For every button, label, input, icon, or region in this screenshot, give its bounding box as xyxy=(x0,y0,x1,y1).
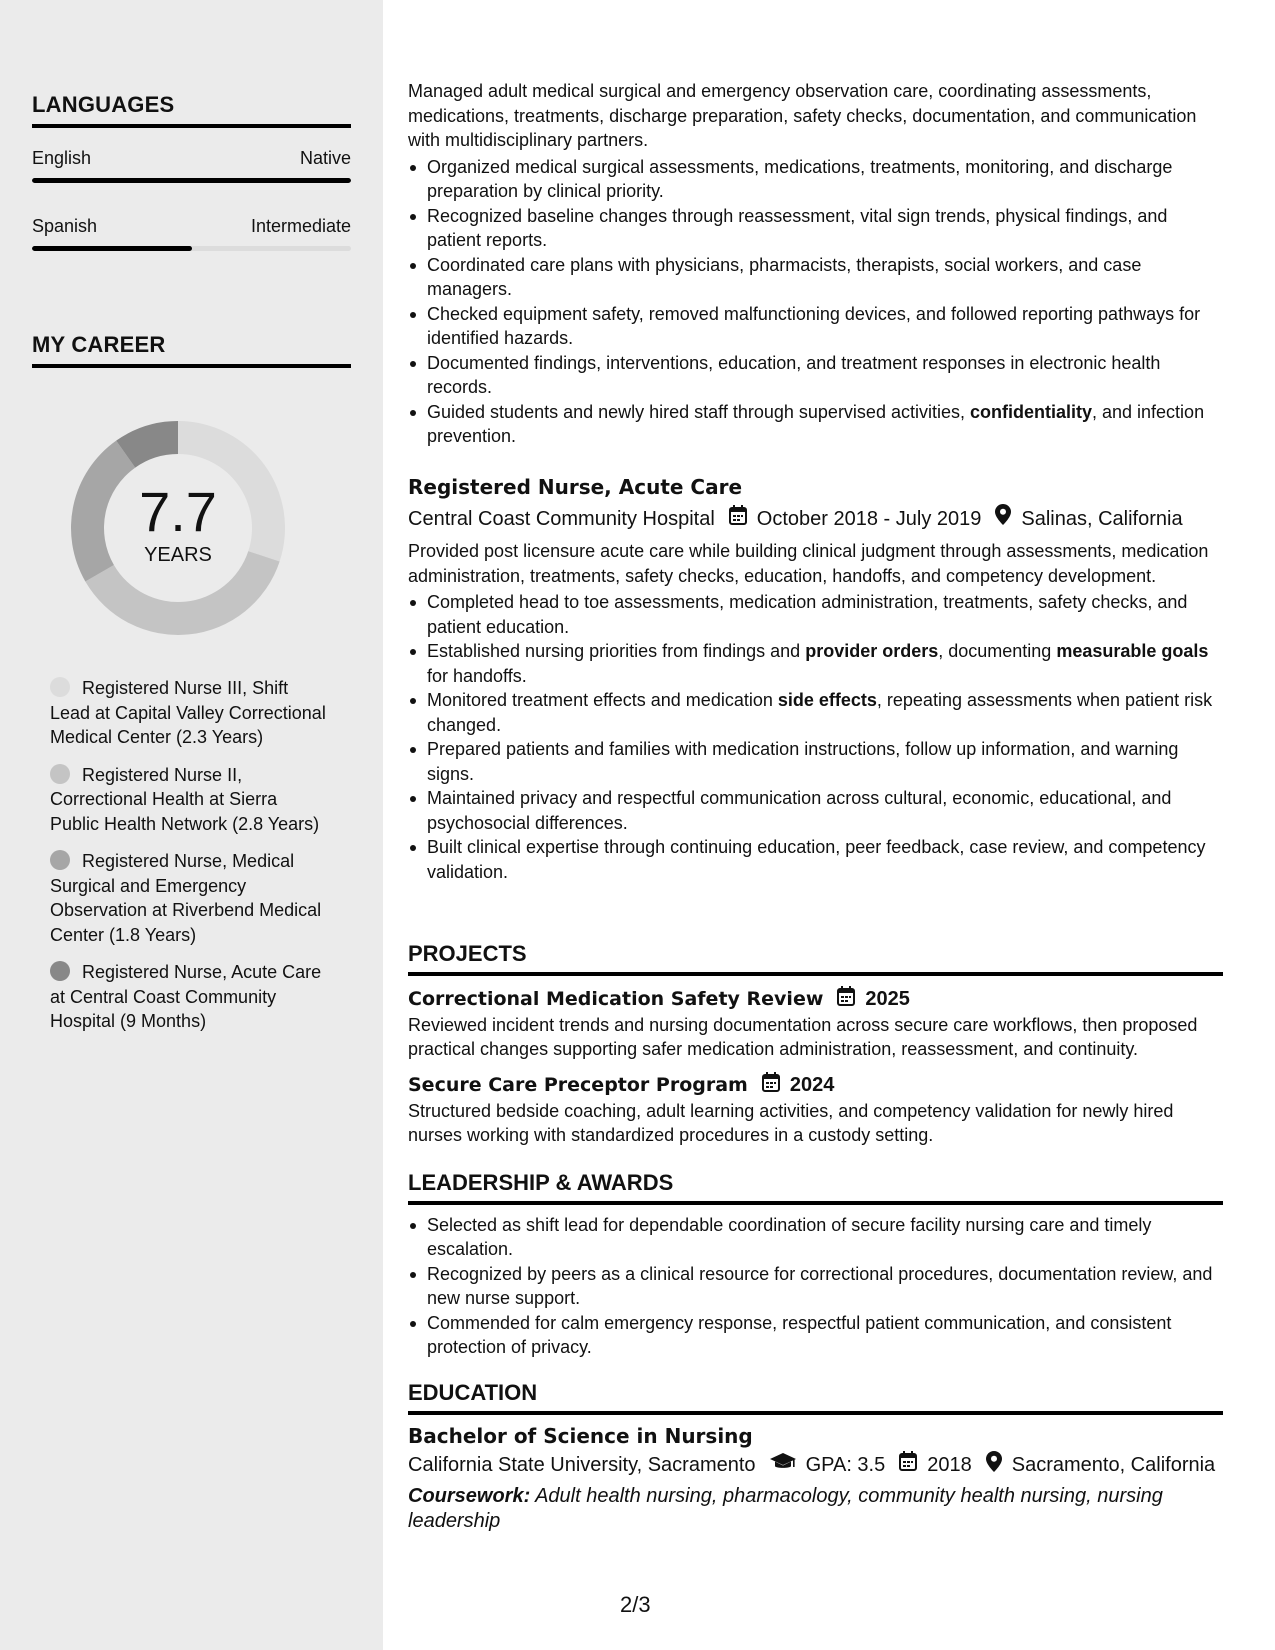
projects-section xyxy=(408,942,1223,1148)
job-bullet: Checked equipment safety, removed malfunctioning devices, and followed reporting pathways for identified hazards. xyxy=(408,302,1223,351)
leadership-bullet: Selected as shift lead for dependable coordination of secure facility nursing care and timely escalation. xyxy=(408,1213,1223,1262)
career-legend-label: Registered Nurse, Acute Care at Central Coast Community Hospital (9 Months) xyxy=(50,962,322,1031)
job-bullet: Guided students and newly hired staff through supervised activities, confidentiality, and infection prevention. xyxy=(408,400,1223,449)
legend-dot-icon xyxy=(50,677,70,697)
job-bullet: Completed head to toe assessments, medication administration, treatments, safety checks, and patient education. xyxy=(408,590,1223,639)
career-heading: MY CAREER xyxy=(32,332,351,368)
job-bullet: Established nursing priorities from findings and provider orders, documenting measurable goals for handoffs. xyxy=(408,639,1223,688)
job-bullet: Maintained privacy and respectful communication across cultural, economic, educational, and psychosocial differences. xyxy=(408,786,1223,835)
language-proficiency-fill xyxy=(32,178,351,183)
career-legend xyxy=(50,676,330,1047)
languages-heading: LANGUAGES xyxy=(32,92,351,128)
job-bullet: Prepared patients and families with medication instructions, follow up information, and warning signs. xyxy=(408,737,1223,786)
career-legend-label: Registered Nurse III, Shift Lead at Capital Valley Correctional Medical Center (2.3 Years) xyxy=(50,678,326,747)
sidebar xyxy=(0,0,383,1650)
project-title-row xyxy=(408,1072,1223,1099)
education-section xyxy=(408,1381,1223,1534)
location-pin-icon xyxy=(995,504,1011,533)
job-meta xyxy=(408,504,1223,533)
languages-section xyxy=(32,92,351,251)
projects-heading: PROJECTS xyxy=(408,942,1223,976)
career-section xyxy=(32,332,351,368)
language-item xyxy=(32,148,351,183)
education-year: 2018 xyxy=(927,1454,972,1476)
coursework-label: Coursework: xyxy=(408,1484,531,1507)
leadership-bullet: Recognized by peers as a clinical resource for correctional procedures, documentation review, and new nurse support. xyxy=(408,1262,1223,1311)
language-item xyxy=(32,216,351,251)
education-coursework xyxy=(408,1484,1223,1534)
project-year: 2025 xyxy=(865,988,910,1010)
previous-job-continuation xyxy=(408,79,1223,449)
graduation-cap-icon xyxy=(770,1451,796,1479)
job-bullet: Documented findings, interventions, education, and treatment responses in electronic health records. xyxy=(408,351,1223,400)
language-proficiency-bar xyxy=(32,246,351,251)
career-legend-label: Registered Nurse II, Correctional Health at Sierra Public Health Network (2.8 Years) xyxy=(50,764,320,834)
education-heading: EDUCATION xyxy=(408,1381,1223,1415)
education-meta xyxy=(408,1451,1223,1480)
legend-dot-icon xyxy=(50,961,70,981)
career-legend-item xyxy=(50,763,330,837)
job-bullet: Coordinated care plans with physicians, pharmacists, therapists, social workers, and case managers. xyxy=(408,253,1223,302)
leadership-bullet: Commended for calm emergency response, respectful patient communication, and consistent protection of privacy. xyxy=(408,1311,1223,1360)
job-summary: Provided post licensure acute care while building clinical judgment through assessments, medication administration, treatments, safety checks, education, handoffs, and competency development. xyxy=(408,541,1209,586)
job-location: Salinas, California xyxy=(1021,507,1183,530)
job-title: Registered Nurse, Acute Care xyxy=(408,475,743,499)
career-total-unit: YEARS xyxy=(144,543,212,566)
language-proficiency-bar xyxy=(32,178,351,183)
calendar-icon xyxy=(899,1451,917,1479)
career-legend-label: Registered Nurse, Medical Surgical and Emergency Observation at Riverbend Medical Center (1.8 Years) xyxy=(50,851,322,945)
main-content xyxy=(383,0,1275,1650)
language-name: English xyxy=(32,148,92,168)
legend-dot-icon xyxy=(50,764,70,784)
language-level: Intermediate xyxy=(250,216,351,236)
coursework-text: Adult health nursing, pharmacology, community health nursing, nursing leadership xyxy=(408,1484,1163,1532)
project-title: Secure Care Preceptor Program xyxy=(408,1074,748,1096)
job-bullet: Built clinical expertise through continuing education, peer feedback, case review, and competency validation. xyxy=(408,835,1223,884)
page-number: 2/3 xyxy=(620,1592,651,1617)
calendar-icon xyxy=(729,505,747,533)
job-employer: Central Coast Community Hospital xyxy=(408,507,715,530)
job-bullet: Monitored treatment effects and medication side effects, repeating assessments when patient risk changed. xyxy=(408,688,1223,737)
career-total-years: 7.7 xyxy=(139,479,217,543)
calendar-icon xyxy=(837,986,855,1013)
career-donut-chart xyxy=(64,414,292,642)
project-year: 2024 xyxy=(789,1074,835,1096)
location-pin-icon xyxy=(986,1451,1002,1480)
leadership-bullets xyxy=(408,1213,1223,1360)
job-bullet: Organized medical surgical assessments, medications, treatments, monitoring, and discharge preparation by clinical priority. xyxy=(408,155,1223,204)
career-legend-item xyxy=(50,960,330,1034)
leadership-section xyxy=(408,1171,1223,1360)
project-description: Structured bedside coaching, adult learning activities, and competency validation for newly hired nurses working with standardized procedures in a custody setting. xyxy=(408,1100,1174,1145)
language-name: Spanish xyxy=(32,216,98,236)
education-gpa: GPA: 3.5 xyxy=(805,1454,886,1476)
job-bullets xyxy=(408,590,1223,884)
leadership-heading: LEADERSHIP & AWARDS xyxy=(408,1171,1223,1205)
project-description: Reviewed incident trends and nursing documentation across secure care workflows, then proposed practical changes supporting safer medication administration, reassessment, and continuity. xyxy=(408,1014,1198,1059)
education-degree: Bachelor of Science in Nursing xyxy=(408,1423,753,1448)
project-title: Correctional Medication Safety Review xyxy=(408,988,824,1010)
job-dates: October 2018 - July 2019 xyxy=(756,507,982,530)
project-title-row xyxy=(408,986,1223,1013)
language-level: Native xyxy=(299,148,351,168)
job-entry xyxy=(408,474,1223,884)
job-bullets xyxy=(408,155,1223,449)
education-school: California State University, Sacramento xyxy=(408,1454,756,1476)
calendar-icon xyxy=(762,1072,780,1099)
career-legend-item xyxy=(50,849,330,947)
language-proficiency-fill xyxy=(32,246,192,251)
job-bullet: Recognized baseline changes through reassessment, vital sign trends, physical findings, and patient reports. xyxy=(408,204,1223,253)
legend-dot-icon xyxy=(50,850,70,870)
job-summary: Managed adult medical surgical and emergency observation care, coordinating assessments, medications, treatments, discharge preparation, safety checks, documentation, and communication with multidisciplinary partners. xyxy=(408,81,1197,150)
career-legend-item xyxy=(50,676,330,750)
education-location: Sacramento, California xyxy=(1011,1454,1216,1476)
